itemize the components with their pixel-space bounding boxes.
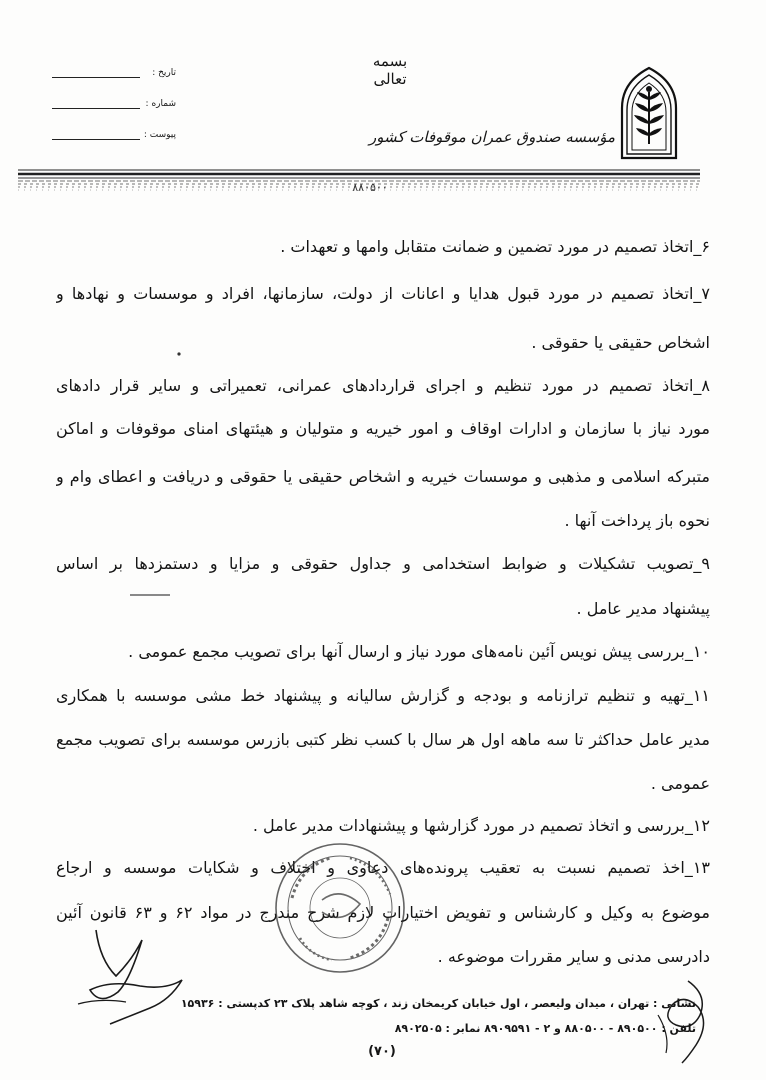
footer-phones: تلفن : ۸۹۰۵۰۰ - ۸۸۰۵۰۰ و ۲ - ۸۹۰۹۵۹۱ نمابر : ۸۹۰۲۵۰۵ (394, 1022, 696, 1035)
body-line: ۷_اتخاذ تصمیم در مورد قبول هدایا و اعانات از دولت، سازمانها، افراد و موسسات و نهادها و (56, 284, 710, 303)
attachment-label: پیوست : (143, 130, 176, 140)
body-line: دادرسی مدنی و سایر مقررات موضوعه . (437, 947, 710, 966)
body-line: ۶_اتخاذ تصمیم در مورد تضمین و ضمانت متقابل وامها و تعهدات . (280, 237, 710, 256)
attachment-line (52, 139, 140, 140)
date-label: تاریخ : (152, 68, 176, 78)
stray-dot (176, 351, 182, 357)
body-line: ۱۱_تهیه و تنظیم ترازنامه و بودجه و گزارش سالیانه و پیشنهاد خط مشی موسسه با همکاری (56, 686, 710, 705)
date-field (52, 66, 176, 82)
body-line: ۸_اتخاذ تصمیم در مورد تنظیم و اجرای قراردادهای عمرانی، تعمیراتی و سایر قرار دادهای (56, 376, 710, 395)
footer-address: نشانی : تهران ، میدان ولیعصر ، اول خیابان کریمخان زند ، کوچه شاهد پلاک ۲۳ کدپستی : ۱۵۹۳۶ (180, 997, 696, 1010)
body-line: متبرکه اسلامی و مذهبی و موسسات خیریه و اشخاص حقیقی یا حقوقی و دریافت و اعطای وام و (56, 467, 710, 486)
body-line: مورد نیاز با سازمان و ادارات اوقاف و امور خیریه و متولیان و هیئتهای امنای موقوفات و اماکن (56, 419, 710, 438)
body-line: نحوه باز پرداخت آنها . (564, 511, 710, 530)
organization-logo-icon (618, 64, 680, 160)
body-line: پیشنهاد مدیر عامل . (576, 599, 710, 618)
signature-left-icon (70, 920, 190, 1030)
body-line: عمومی . (650, 774, 710, 793)
body-line: ۹_تصویب تشکیلات و ضوابط استخدامی و جداول حقوقی و مزایا و دستمزدها بر اساس (56, 554, 710, 573)
body-line: اشخاص حقیقی یا حقوقی . (531, 333, 710, 352)
bismillah-heading: بسمه تعالی (372, 52, 408, 88)
body-line: ۱۲_بررسی و اتخاذ تصمیم در مورد گزارشها و پیشنهادات مدیر عامل . (252, 816, 710, 835)
seal-stamp-icon (270, 838, 410, 978)
body-line: ۱۰_بررسی پیش نویس آئین نامه‌های مورد نیاز و ارسال آنها برای تصویب مجمع عمومی . (128, 642, 710, 661)
body-line: مدیر عامل حداکثر تا سه ماهه اول هر سال با کسب نظر کتبی بازرس موسسه برای تصویب مجمع (56, 730, 710, 749)
body-line: موضوع به وکیل و کارشناس و تفویض اختیارات لازم شرح مندرج در مواد ۶۲ و ۶۳ قانون آئین (56, 903, 710, 922)
number-field (52, 97, 176, 113)
date-line (52, 77, 140, 78)
header-band-text: ۸۸۰۵۰۰ (352, 181, 388, 194)
number-label: شماره : (145, 99, 176, 109)
number-line (52, 108, 140, 109)
stray-mark (130, 592, 170, 598)
organization-name: مؤسسه صندوق عمران موقوفات کشور (368, 128, 615, 146)
attachment-field (52, 128, 176, 144)
body-line: ۱۳_اخذ تصمیم نسبت به تعقیب پرونده‌های دعاوی و اختلاف و شکایات موسسه و ارجاع (56, 858, 710, 877)
signature-right-icon (648, 975, 718, 1065)
page-number: (۷۰) (368, 1044, 396, 1059)
